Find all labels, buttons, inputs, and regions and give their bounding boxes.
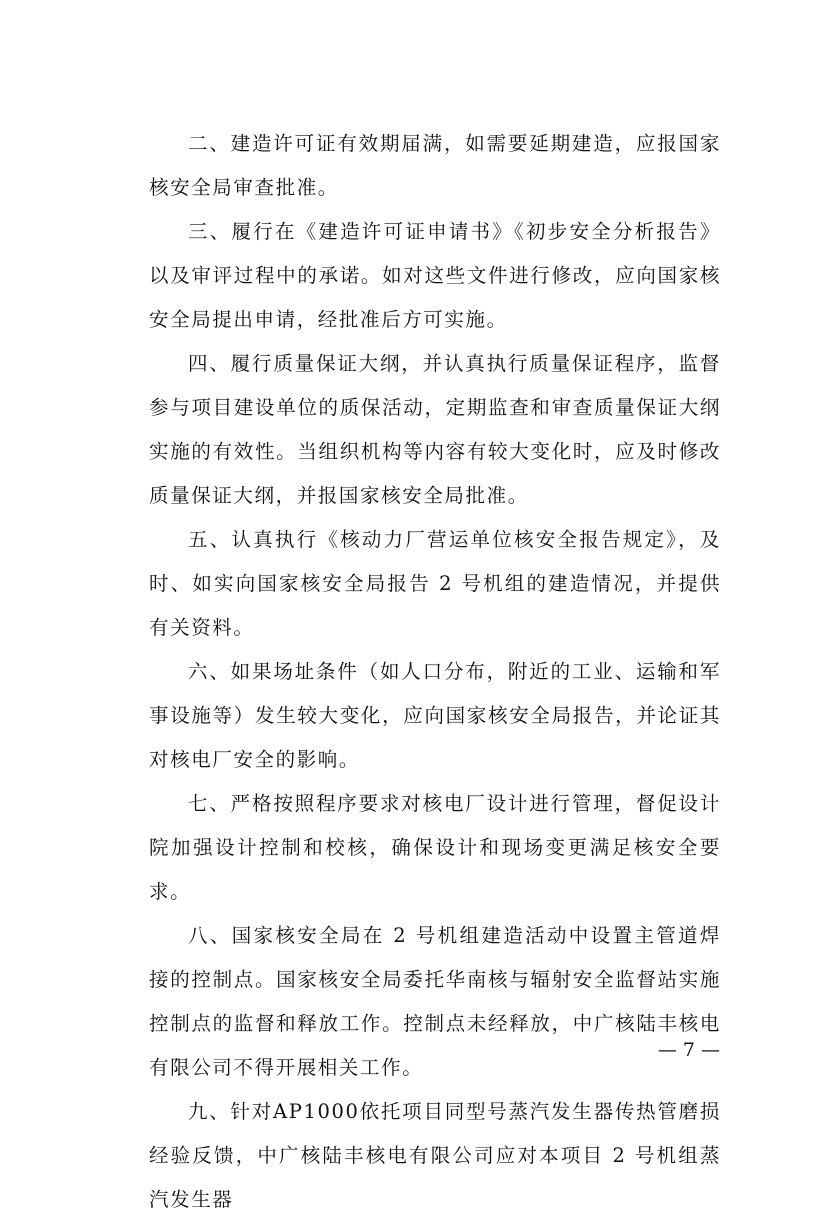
document-body <box>149 122 721 1222</box>
paragraph-item-8: 八、国家核安全局在 2 号机组建造活动中设置主管道焊接的控制点。国家核安全局委托华南核与辐射安全监督站实施控制点的监督和释放工作。控制点未经释放，中广核陆丰核电有限公司不得开展相关工作。 <box>149 924 721 1079</box>
paragraph-item-5: 五、认真执行《核动力厂营运单位核安全报告规定》，及时、如实向国家核安全局报告 2 号机组的建造情况，并提供有关资料。 <box>149 528 721 639</box>
paragraph-item-2: 二、建造许可证有效期届满，如需要延期建造，应报国家核安全局审查批准。 <box>149 132 721 199</box>
paragraph-item-4: 四、履行质量保证大纲，并认真执行质量保证程序，监督参与项目建设单位的质保活动，定期监查和审查质量保证大纲实施的有效性。当组织机构等内容有较大变化时，应及时修改质量保证大纲，并报国家核安全局批准。 <box>149 352 721 507</box>
paragraph-item-3: 三、履行在《建造许可证申请书》《初步安全分析报告》以及审评过程中的承诺。如对这些文件进行修改，应向国家核安全局提出申请，经批准后方可实施。 <box>149 220 721 331</box>
paragraph-item-7: 七、严格按照程序要求对核电厂设计进行管理，督促设计院加强设计控制和校核，确保设计和现场变更满足核安全要求。 <box>149 792 721 903</box>
page-number: — 7 — <box>657 1039 720 1061</box>
paragraph-item-6: 六、如果场址条件（如人口分布，附近的工业、运输和军事设施等）发生较大变化，应向国家核安全局报告，并论证其对核电厂安全的影响。 <box>149 660 721 771</box>
paragraph-item-9: 九、针对AP1000依托项目同型号蒸汽发生器传热管磨损经验反馈，中广核陆丰核电有限公司应对本项目 2 号机组蒸汽发生器 <box>149 1100 721 1211</box>
